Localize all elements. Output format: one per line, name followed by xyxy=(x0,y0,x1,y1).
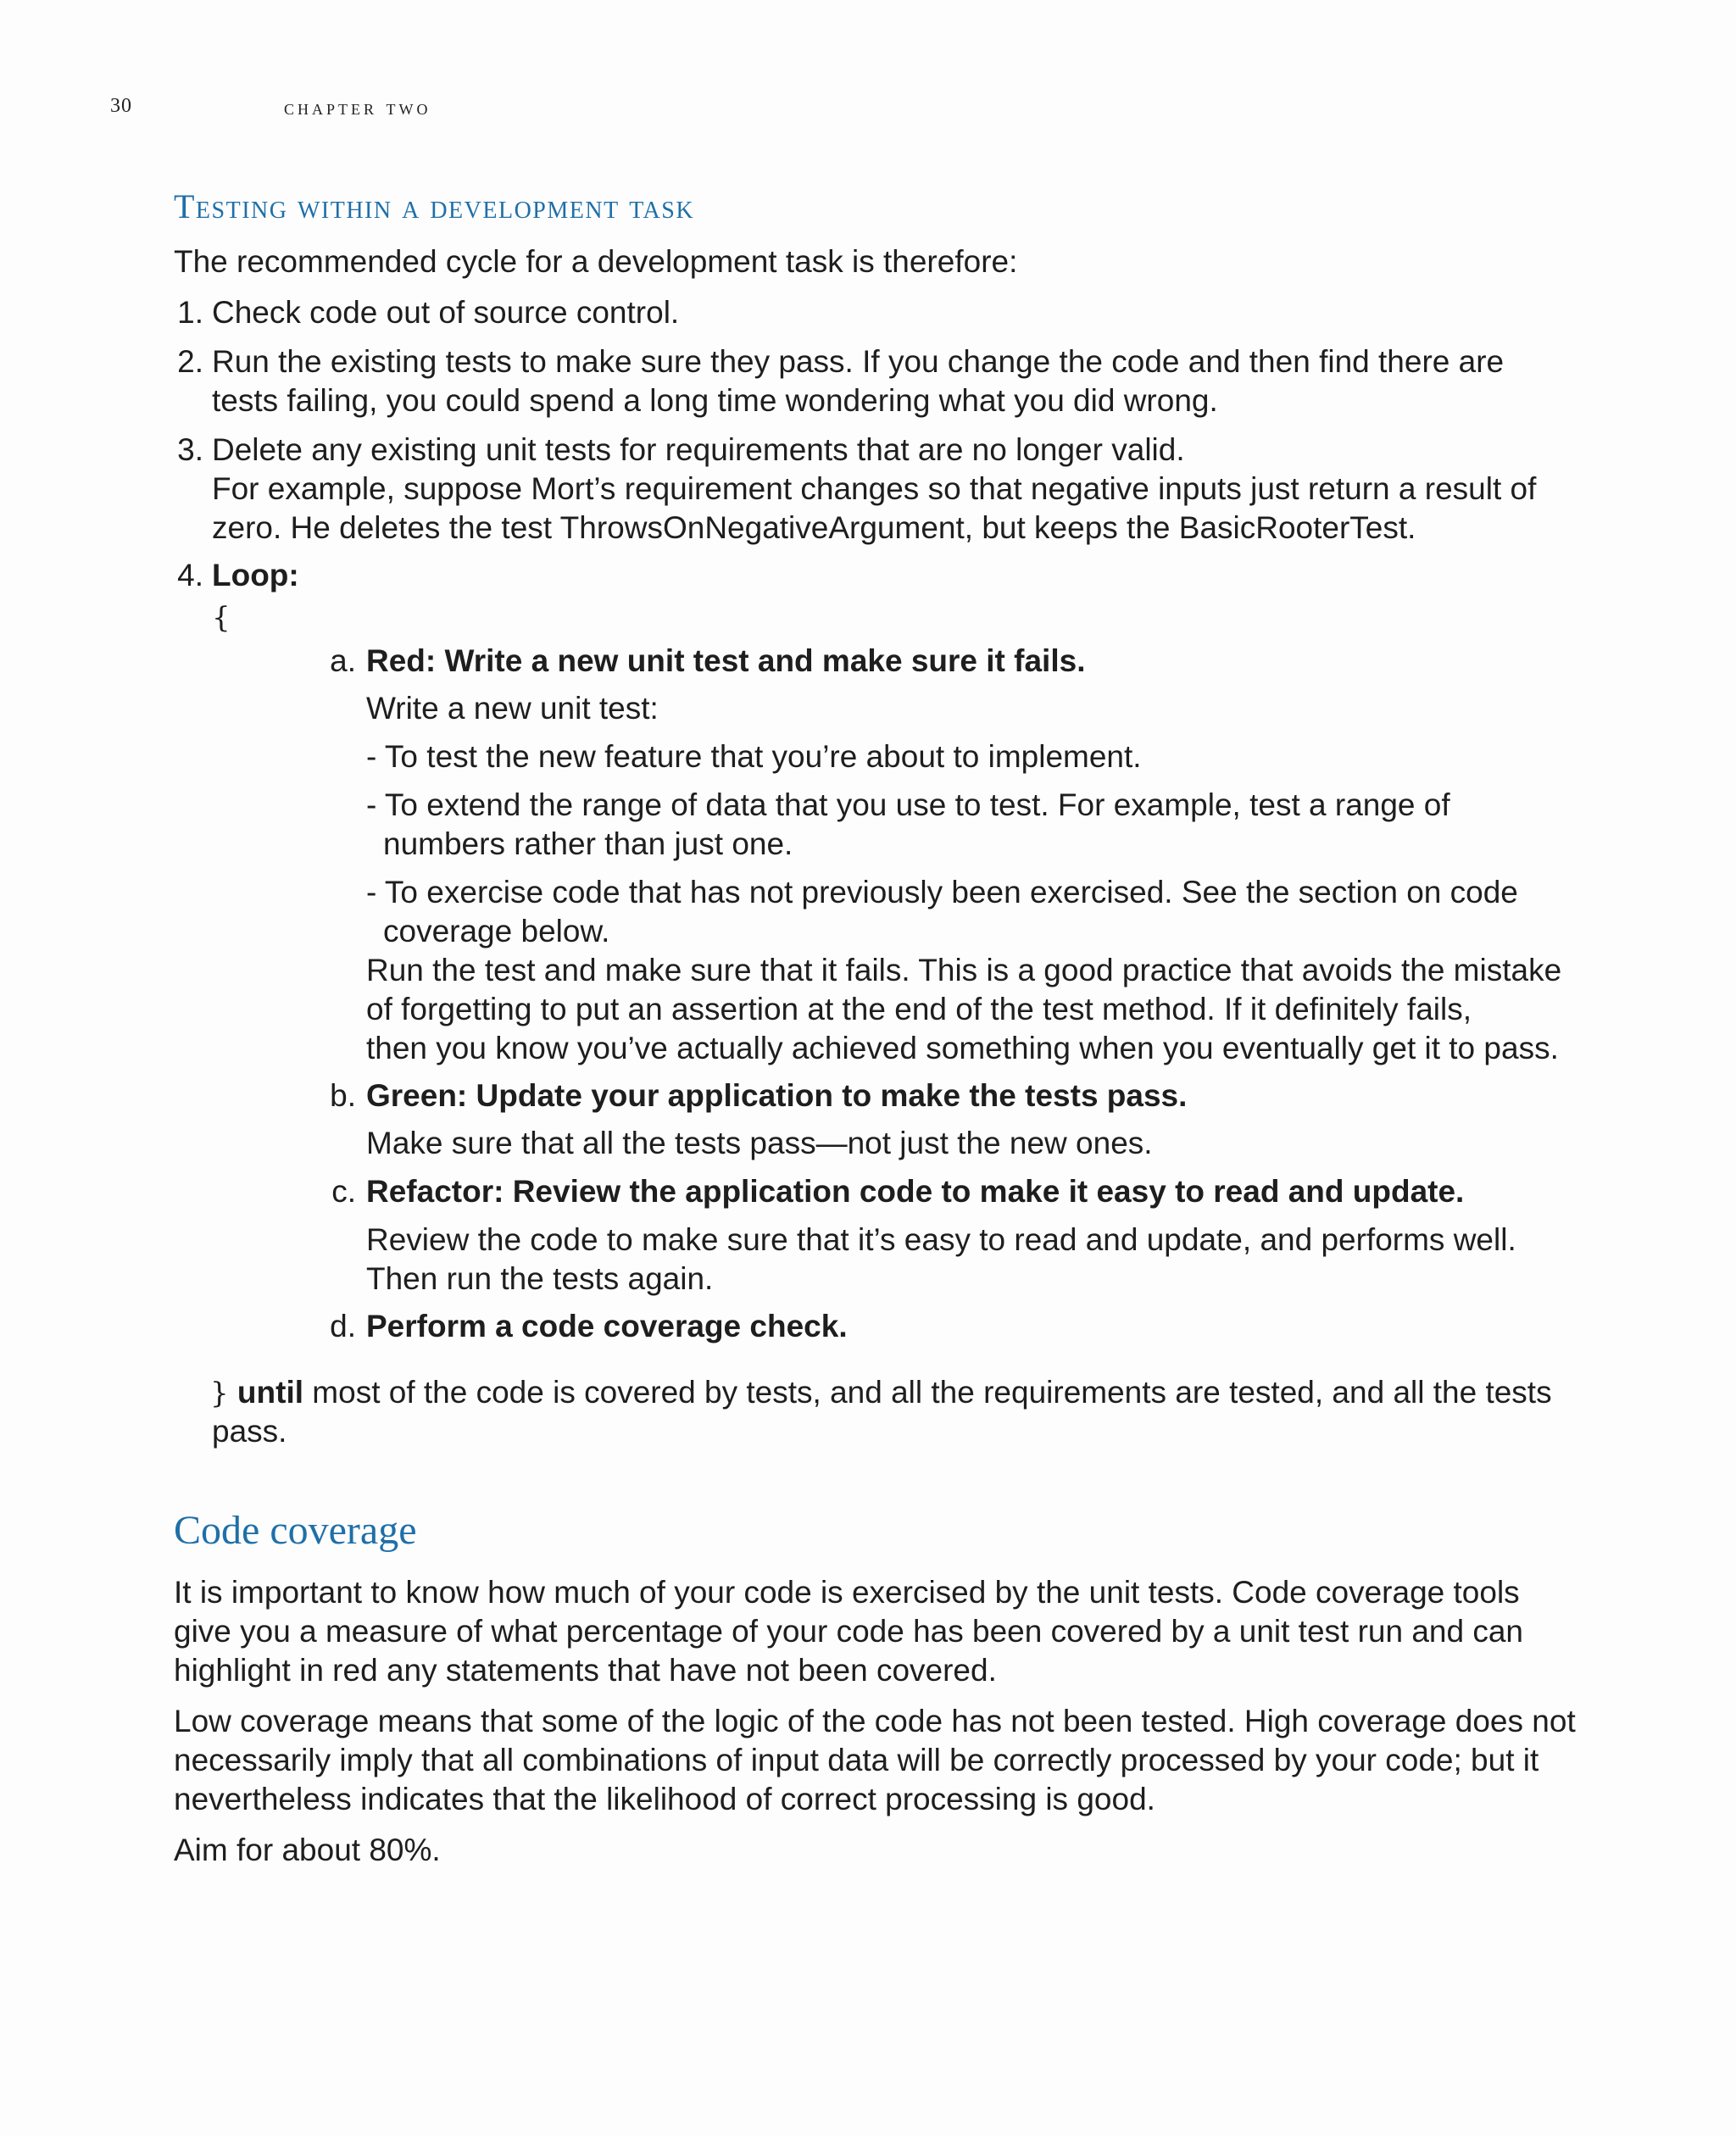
paragraph-line: Aim for about 80%. xyxy=(174,1833,441,1867)
paragraph-line: It is important to know how much of your code is exercised by the unit tests. Code coverage tools xyxy=(174,1575,1520,1610)
step-text: tests failing, you could spend a long time wondering what you did wrong. xyxy=(212,383,1218,418)
substep-text: Make sure that all the tests pass—not just the new ones. xyxy=(366,1126,1153,1160)
substep-letter: b. xyxy=(330,1078,356,1113)
loop-label: Loop: xyxy=(212,558,299,592)
substep-text: Review the code to make sure that it’s easy to read and update, and performs well. xyxy=(366,1222,1516,1257)
section-heading-testing: Testing within a development task xyxy=(174,187,695,225)
step-text: Check code out of source control. xyxy=(212,295,680,330)
step-number: 1. xyxy=(177,295,203,330)
until-text: most of the code is covered by tests, and all the requirements are tested, and all the tests xyxy=(303,1375,1552,1410)
substep-text: Run the test and make sure that it fails. This is a good practice that avoids the mistake xyxy=(366,953,1562,987)
step-number: 4. xyxy=(177,558,203,592)
substep-title: Perform a code coverage check. xyxy=(366,1309,848,1343)
step-number: 2. xyxy=(177,344,203,379)
until-line xyxy=(210,1373,1552,1413)
page-number: 30 xyxy=(110,95,132,117)
step-text: zero. He deletes the test ThrowsOnNegativeArgument, but keeps the BasicRooterTest. xyxy=(212,510,1416,545)
running-head xyxy=(0,95,1736,129)
until-text-line2: pass. xyxy=(212,1414,287,1449)
section-heading-code-coverage: Code coverage xyxy=(174,1508,417,1553)
chapter-title: chapter two xyxy=(284,95,431,120)
until-keyword: until xyxy=(236,1375,304,1410)
bullet-text: numbers rather than just one. xyxy=(383,826,793,861)
bullet-text: - To exercise code that has not previously been exercised. See the section on code xyxy=(366,875,1518,909)
substep-letter: a. xyxy=(330,643,356,678)
substep-letter: c. xyxy=(331,1174,356,1209)
substep-letter: d. xyxy=(330,1309,356,1343)
paragraph-line: give you a measure of what percentage of your code has been covered by a unit test run and can xyxy=(174,1614,1524,1649)
substep-text: Write a new unit test: xyxy=(366,691,659,726)
paragraph-line: nevertheless indicates that the likelihood of correct processing is good. xyxy=(174,1782,1155,1816)
substep-text: Then run the tests again. xyxy=(366,1261,714,1296)
step-text: Delete any existing unit tests for requirements that are no longer valid. xyxy=(212,432,1185,467)
step-text: For example, suppose Mort’s requirement changes so that negative inputs just return a result of xyxy=(212,471,1537,506)
substep-title: Refactor: Review the application code to make it easy to read and update. xyxy=(366,1174,1465,1209)
bullet-text: coverage below. xyxy=(383,914,610,948)
substep-title: Green: Update your application to make the tests pass. xyxy=(366,1078,1188,1113)
intro-text: The recommended cycle for a development task is therefore: xyxy=(174,244,1018,279)
open-brace: { xyxy=(212,601,231,635)
paragraph-line: Low coverage means that some of the logic of the code has not been tested. High coverage does not xyxy=(174,1704,1576,1738)
bullet-text: - To test the new feature that you’re about to implement. xyxy=(366,739,1142,774)
close-brace: } xyxy=(210,1377,229,1410)
step-number: 3. xyxy=(177,432,203,467)
substep-text: of forgetting to put an assertion at the end of the test method. If it definitely fails, xyxy=(366,992,1472,1026)
paragraph-line: necessarily imply that all combinations of input data will be correctly processed by your code; but it xyxy=(174,1743,1539,1777)
bullet-text: - To extend the range of data that you use to test. For example, test a range of xyxy=(366,787,1450,822)
substep-text: then you know you’ve actually achieved something when you eventually get it to pass. xyxy=(366,1031,1559,1065)
step-text: Run the existing tests to make sure they pass. If you change the code and then find there are xyxy=(212,344,1505,379)
paragraph-line: highlight in red any statements that have not been covered. xyxy=(174,1653,997,1688)
substep-title: Red: Write a new unit test and make sure it fails. xyxy=(366,643,1086,678)
